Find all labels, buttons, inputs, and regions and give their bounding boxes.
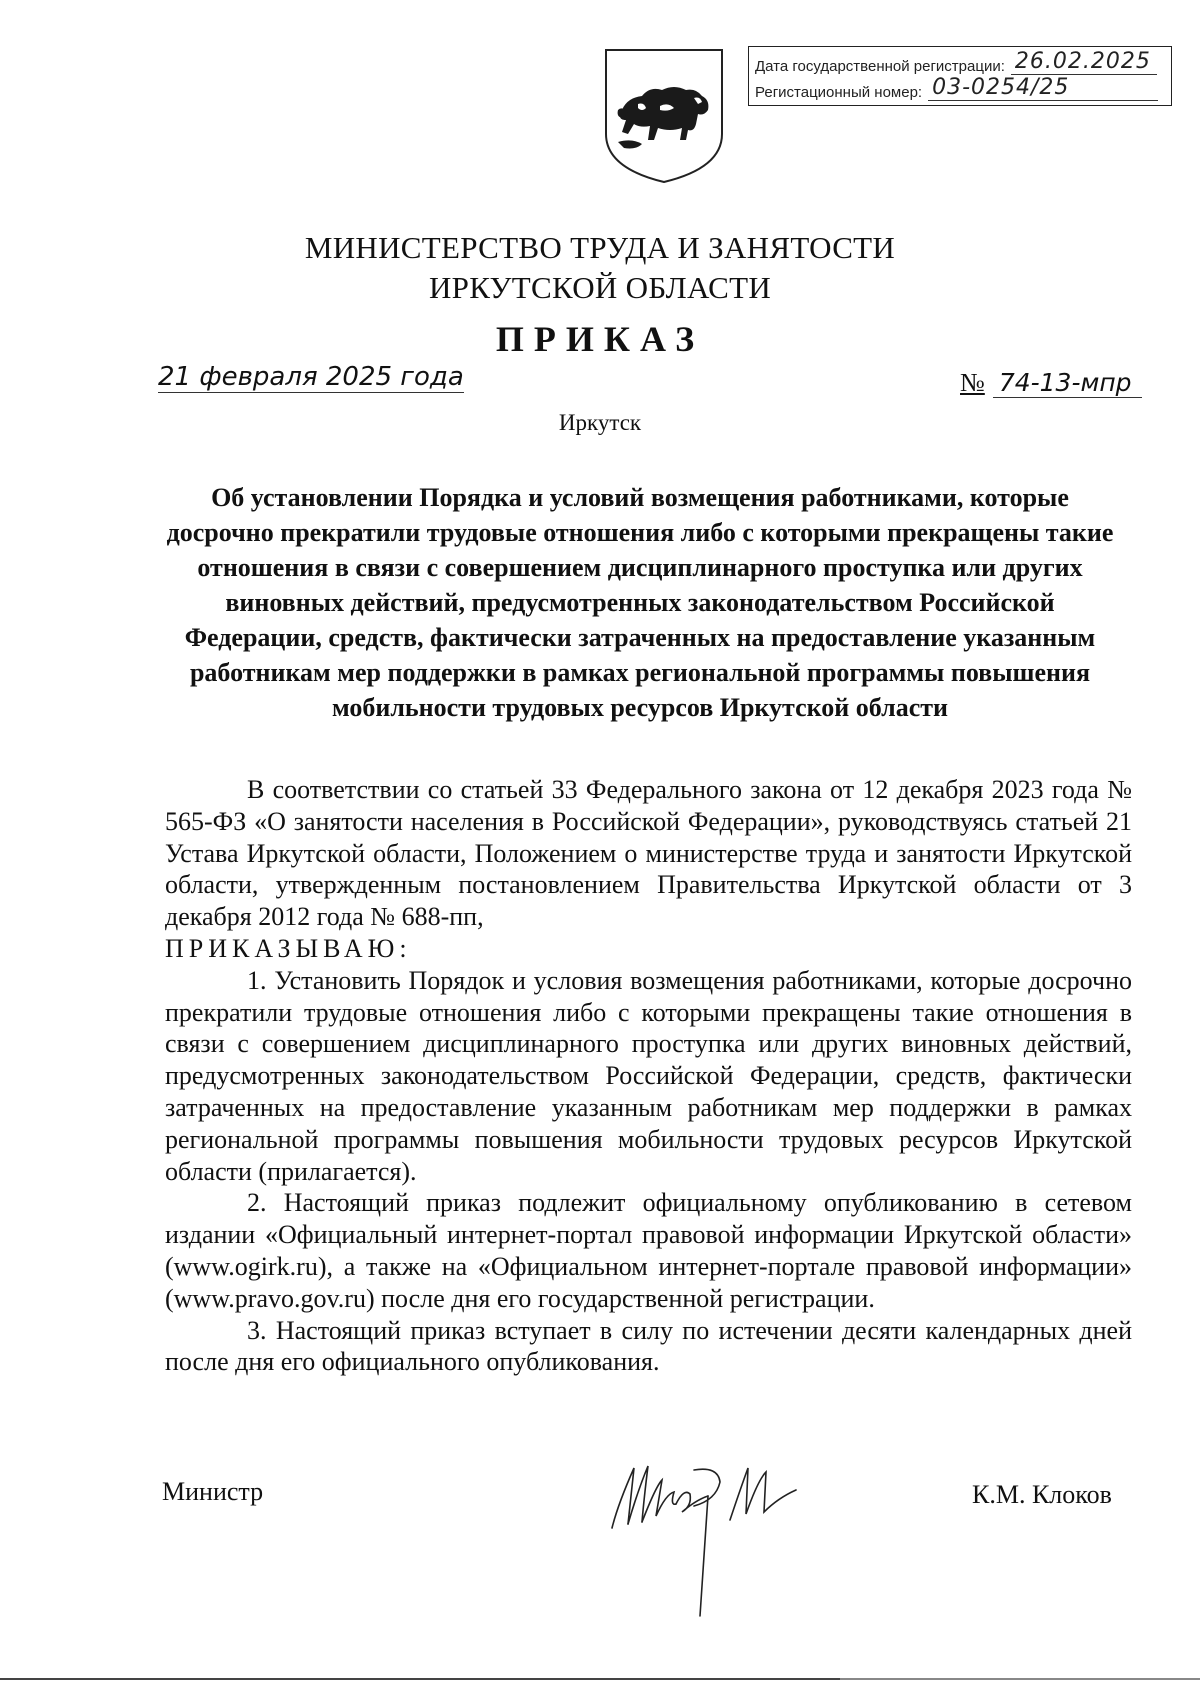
order-item-3: 3. Настоящий приказ вступает в силу по истечении десяти календарных дней после дня его официального опубликования.	[165, 1315, 1132, 1377]
order-number-value: 74-13-мпр	[993, 368, 1142, 398]
city-name: Иркутск	[558, 410, 642, 435]
order-number-label: №	[960, 368, 985, 397]
order-item-2: 2. Настоящий приказ подлежит официальному опубликованию в сетевом издании «Официальный интернет-портал правовой информации Иркутской области» (www.ogirk.ru), а также на «Официальном интернет-портале правовой информации» (www.pravo.gov.ru) после дня его государственной регистрации.	[165, 1188, 1132, 1313]
ministry-line-2: ИРКУТСКОЙ ОБЛАСТИ	[428, 270, 772, 305]
handwritten-signature	[608, 1450, 838, 1620]
signatory-position: Министр	[162, 1477, 264, 1506]
registration-date-label: Дата государственной регистрации:	[755, 58, 1005, 75]
preamble-paragraph: В соответствии со статьей 33 Федерального закона от 12 декабря 2023 года № 565-ФЗ «О занятости населения в Российской Федерации», руководствуясь статьей 21 Устава Иркутской области, Положением о министерстве труда и занятости Иркутской области, утвержденным постановлением Правительства Иркутской области от 3 декабря 2012 года № 688-пп,	[165, 775, 1132, 932]
registration-number-row	[755, 77, 1158, 101]
document-body	[165, 774, 1132, 1378]
signatory-name: К.М. Клоков	[972, 1480, 1112, 1509]
registration-number-label: Регистационный номер:	[755, 84, 923, 101]
order-date: 21 февраля 2025 года	[158, 362, 464, 392]
registration-date-value: 26.02.2025	[1011, 49, 1157, 75]
ministry-line-1: МИНИСТЕРСТВО ТРУДА И ЗАНЯТОСТИ	[304, 230, 896, 265]
registration-number-value: 03-0254/25	[928, 75, 1158, 101]
document-title: Об установлении Порядка и условий возмещения работниками, которые досрочно прекратили трудовые отношения либо с которыми прекращены такие отношения в связи с совершением дисциплинарного проступка или других виновных действий, предусмотренных законодательством Российской Федерации, средств, фактически затраченных на предоставление указанным работникам мер поддержки в рамках региональной программы повышения мобильности трудовых ресурсов Иркутской области	[166, 483, 1114, 722]
scan-bottom-line	[0, 1678, 1200, 1680]
order-word: ПРИКАЗЫВАЮ:	[165, 933, 412, 963]
coat-of-arms-emblem	[598, 46, 730, 186]
ministry-name	[0, 228, 1200, 308]
order-number	[960, 368, 1142, 398]
registration-date-row	[755, 51, 1157, 75]
order-item-1: 1. Установить Порядок и условия возмещения работниками, которые досрочно прекратили трудовые отношения либо с которыми прекращены такие отношения в связи с совершением дисциплинарного проступка или других виновных действий, предусмотренных законодательством Российской Федерации, средств, фактически затраченных на предоставление указанным работникам мер поддержки в рамках региональной программы повышения мобильности трудовых ресурсов Иркутской области (прилагается).	[165, 965, 1132, 1186]
document-type-heading: ПРИКАЗ	[495, 319, 705, 359]
registration-stamp	[748, 46, 1172, 106]
